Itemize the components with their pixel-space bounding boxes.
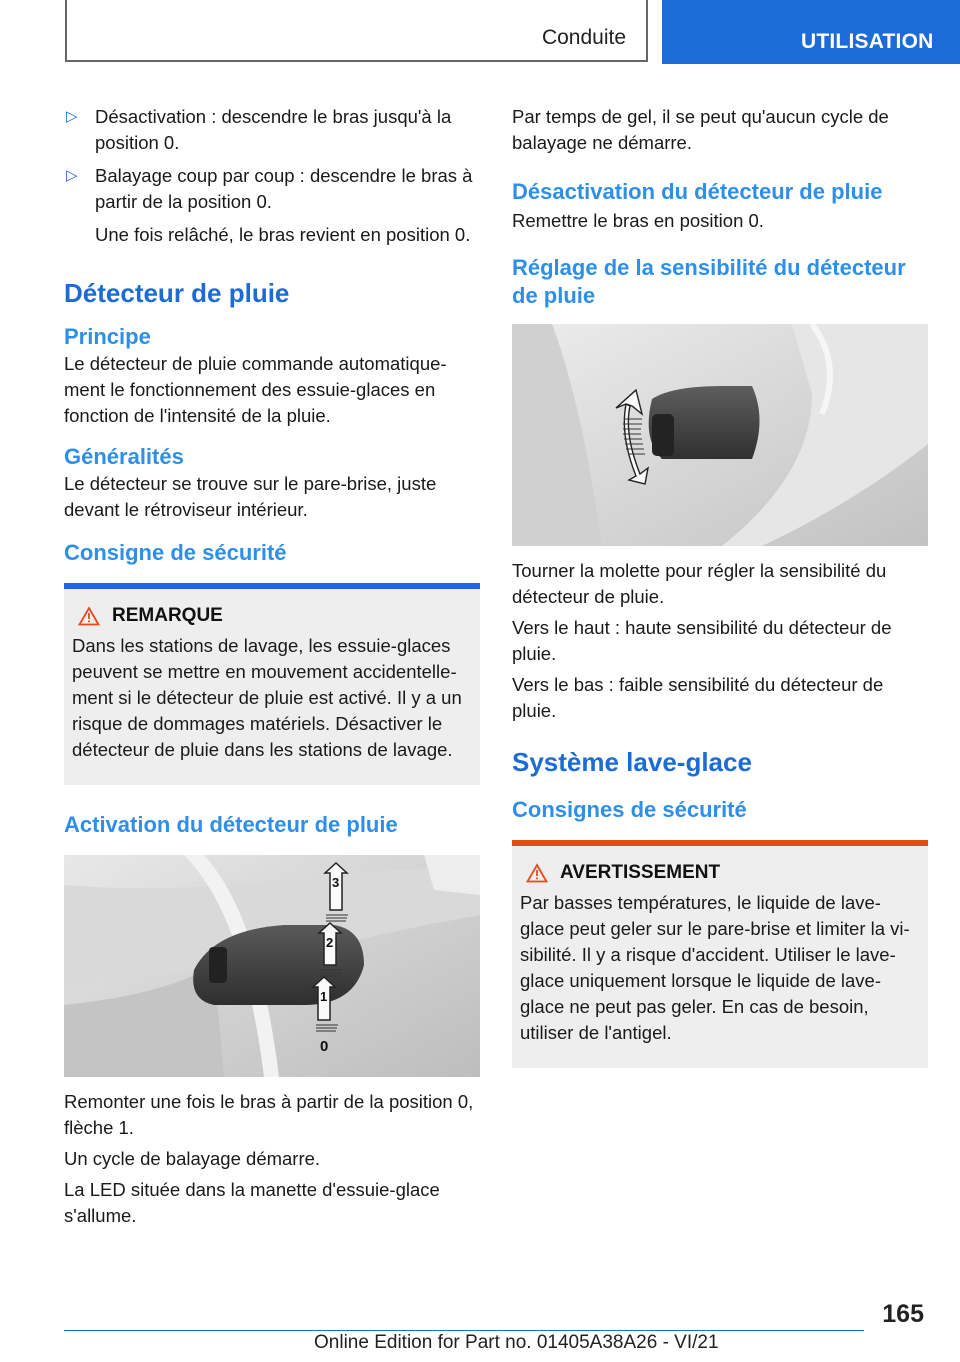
bullet-text: Désactivation : descendre le bras jusqu'à la position 0. — [95, 106, 452, 153]
bullet-note: Une fois relâché, le bras revient en position 0. — [95, 224, 471, 245]
chapter-tab: UTILISATION — [662, 0, 960, 64]
figure-label-3: 3 — [332, 875, 340, 890]
notice-box — [64, 583, 480, 785]
warning-text: Par basses températures, le liquide de laveglace peut geler sur le pare-brise et limiter la visibilité. Il y a risque d'accident. Utiliser le laveglace uniquement lorsque le liquide de laveglace ne peut pas geler. En cas de besoin, utiliser de l'antigel. — [520, 892, 910, 1043]
heading-reglage: Réglage de la sensibilité du détecteur de pluie — [512, 255, 906, 308]
warning-triangle-icon — [526, 863, 548, 883]
figure-label-1: 1 — [320, 989, 328, 1004]
heading-generalites: Généralités — [64, 444, 184, 469]
footer-divider — [64, 1330, 864, 1331]
heading-rain-sensor: Détecteur de pluie — [64, 278, 290, 308]
paragraph-desactivation: Remettre le bras en position 0. — [512, 210, 764, 231]
paragraph-activation-2: Un cycle de balayage démarre. — [64, 1148, 321, 1169]
warning-title — [520, 862, 918, 884]
heading-consignes: Consignes de sécurité — [512, 797, 747, 822]
warning-title-text: AVERTISSEMENT — [560, 862, 721, 883]
notice-bar — [64, 583, 480, 589]
figure-activation — [64, 855, 480, 1077]
paragraph-principe: Le détecteur de pluie commande automatiquement le fonctionnement des essuie-glaces en fonction de l'intensité de la pluie. — [64, 353, 447, 426]
heading-consigne: Consigne de sécurité — [64, 540, 287, 565]
paragraph-reglage-1: Tourner la molette pour régler la sensibilité du détecteur de pluie. — [512, 560, 887, 607]
header-box — [65, 0, 648, 62]
bullet-triangle-icon: ▷ — [66, 108, 78, 125]
figure-label-2: 2 — [326, 935, 334, 950]
left-column — [64, 104, 480, 1229]
bullet-triangle-icon: ▷ — [66, 167, 78, 184]
heading-activation: Activation du détecteur de pluie — [64, 812, 398, 837]
heading-desactivation: Désactivation du détecteur de pluie — [512, 179, 883, 204]
paragraph-generalites: Le détecteur se trouve sur le pare-brise, juste devant le rétroviseur intérieur. — [64, 473, 437, 520]
paragraph-reglage-3: Vers le bas : faible sensibilité du détecteur de pluie. — [512, 674, 884, 721]
figure-label-0: 0 — [320, 1038, 329, 1055]
bullet-item — [64, 163, 480, 215]
page-number: 165 — [882, 1300, 924, 1328]
section-title: Conduite — [541, 26, 626, 49]
right-column — [512, 104, 928, 1068]
bullet-text: Balayage coup par coup : descendre le bras à partir de la position 0. — [95, 165, 473, 212]
notice-title-text: REMARQUE — [112, 605, 223, 626]
figure-sensitivity — [512, 324, 928, 546]
paragraph-reglage-2: Vers le haut : haute sensibilité du détecteur de pluie. — [512, 617, 892, 664]
paragraph-activation-1: Remonter une fois le bras à partir de la position 0, flèche 1. — [64, 1091, 474, 1138]
heading-principe: Principe — [64, 324, 151, 349]
heading-lave-glace: Système lave-glace — [512, 747, 752, 777]
notice-title — [72, 605, 470, 627]
edition-text: Online Edition for Part no. 01405A38A26 - VI/21 — [314, 1332, 719, 1353]
paragraph-activation-3: La LED située dans la manette d'essuie-glace s'allume. — [64, 1179, 440, 1226]
warning-bar — [512, 840, 928, 846]
paragraph-gel: Par temps de gel, il se peut qu'aucun cycle de balayage ne démarre. — [512, 106, 889, 153]
bullet-item — [64, 104, 480, 156]
notice-text: Dans les stations de lavage, les essuie-glaces peuvent se mettre en mouvement accidentellement si le détecteur de pluie est activé. Il y a un risque de dommages matériels. Désactiver le détecteur de pluie dans les stations de lavage. — [72, 635, 462, 760]
warning-box — [512, 840, 928, 1068]
warning-triangle-icon — [78, 606, 100, 626]
